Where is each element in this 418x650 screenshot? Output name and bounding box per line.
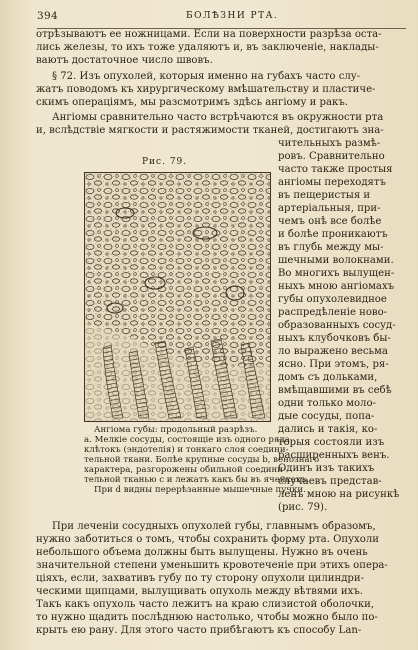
column-line: шечными волокнами. (278, 255, 394, 266)
column-line: ясно. При этомъ, ря- (278, 359, 389, 370)
figure-label: Рис. 79. (142, 157, 188, 167)
section-72-start: § 72. Изъ опухолей, которыя именно на губахъ часто слу- (52, 71, 361, 82)
column-line: расширенныхъ венъ. (278, 450, 390, 461)
column-line: ангіомы переходятъ (278, 177, 386, 188)
column-line: торыя состояли изъ (278, 437, 385, 448)
column-line: дались и такія, ко- (278, 424, 378, 435)
column-line: часто также простыя (278, 164, 393, 175)
column-line: (рис. 79). (278, 502, 328, 513)
column-line: ло выражено весьма (278, 346, 388, 357)
column-line: дые сосуды, попа- (278, 411, 375, 422)
column-line: распредѣленіе ново- (278, 307, 388, 318)
column-line: чемъ онѣ все болѣе (278, 216, 382, 227)
column-line: ныхъ клубочковъ бы- (278, 333, 391, 344)
text-line: Ангіомы сравнительно часто встрѣчаются въ окружности рта (52, 112, 384, 123)
caption-line: тельной ткани. Болѣе крупные сосуды b, венознаго (84, 455, 320, 465)
text-line: ческими щипцами, вылущивать опухоль между вѣтвями ихъ. (36, 586, 363, 597)
column-line: и болѣе проникаютъ (278, 229, 388, 240)
angioma-engraving-image (85, 173, 270, 421)
column-line: Одинъ изъ такихъ (278, 463, 375, 474)
column-line: ленъ мною на рисункѣ (278, 489, 400, 500)
caption-line: тельной тканью с и лежатъ какъ бы въ ячейкахъ. (84, 475, 310, 485)
column-line: въ глубь между мы- (278, 242, 384, 253)
figure-engraving (84, 172, 271, 422)
text-line: отрѣзываютъ ее ножницами. Если на поверхности разрѣза оста- (36, 29, 382, 40)
text-line: лись железы, то ихъ тоже удаляютъ и, въ заключеніе, наклады- (36, 42, 379, 53)
text-line: ваютъ достаточное число швовъ. (36, 55, 213, 66)
column-line: ныхъ мною ангіомахъ (278, 281, 395, 292)
page-header (0, 8, 418, 24)
column-line: вмѣщавшими въ себѣ (278, 385, 392, 396)
text-line: небольшого объема должны быть вылущены. Нужно въ очень (36, 547, 368, 558)
column-line: въ пещеристыя и (278, 190, 371, 201)
text-line: и, вслѣдствіе мягкости и растяжимости тканей, достигаютъ зна- (36, 125, 384, 136)
column-line: чительныхъ размѣ- (278, 138, 381, 149)
text-line: нужно заботиться о томъ, чтобы сохранить форму рта. Опухоли (36, 534, 379, 545)
caption-line: При d видны перерѣзанные мышечные пучки. (94, 485, 306, 495)
text-line: скимъ операціямъ, мы разсмотримъ здѣсь ангіому и ракъ. (36, 97, 348, 108)
text-line: При леченіи сосудныхъ опухолей губы, главнымъ образомъ, (52, 521, 376, 532)
column-line: одни только моло- (278, 398, 376, 409)
column-line: ровъ. Сравнительно (278, 151, 385, 162)
column-line: случаевъ представ- (278, 476, 382, 487)
column-line: домъ съ дольками, (278, 372, 378, 383)
column-line: губы опухолевидное (278, 294, 387, 305)
caption-line: клѣтокъ (эндотелія) и тонкаго слоя соедини- (84, 445, 289, 455)
caption-line: a. Мелкіе сосуды, состоящіе изъ одного ряда (84, 435, 290, 445)
text-line: Такъ какъ опухоль часто лежитъ на краю слизистой оболочки, (36, 599, 375, 610)
page-number: 394 (37, 10, 58, 22)
text-line: ціяхъ, если, захвативъ губу по ту сторону опухоли цилиндри- (36, 573, 365, 584)
caption-line: характера, разгорожены обильной соедини- (84, 465, 286, 475)
caption-title: Ангіома губы: продольный разрѣзъ. (94, 425, 258, 435)
column-line: образованныхъ сосуд- (278, 320, 396, 331)
text-line: то нужно щадить послѣднюю настолько, чтобы можно было по- (36, 612, 378, 623)
column-line: Во многихъ вылущен- (278, 268, 395, 279)
text-line: значительной степени уменьшить кровотеченіе при этихъ опера- (36, 560, 388, 571)
text-line: крыть ею рану. Для этого часто прибѣгаютъ къ способу Lan- (36, 625, 362, 636)
running-title: БОЛѢЗНИ РТА. (186, 11, 279, 21)
text-line: жатъ поводомъ къ хирургическому вмѣшательству и пластиче- (36, 84, 376, 95)
column-line: артеріальныя, при- (278, 203, 381, 214)
